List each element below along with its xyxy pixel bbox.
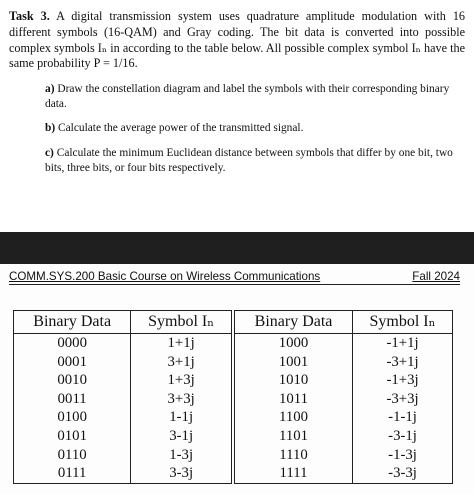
question-a-label: a) bbox=[45, 83, 55, 95]
table-cell: -3-1j bbox=[353, 427, 453, 446]
question-b-label: b) bbox=[45, 122, 56, 134]
table-row bbox=[14, 334, 453, 353]
question-a-text: Draw the constellation diagram and label the symbols with their corresponding binary data. bbox=[45, 83, 450, 111]
table-cell: 0011 bbox=[14, 390, 131, 409]
table-row bbox=[14, 371, 453, 390]
question-c bbox=[45, 146, 465, 176]
table-cell: 1+1j bbox=[131, 334, 233, 353]
table-cell: 0001 bbox=[14, 353, 131, 372]
column-header: Binary Data bbox=[233, 311, 353, 334]
header-rule bbox=[9, 284, 460, 285]
table-cell: 3+3j bbox=[131, 390, 233, 409]
question-c-label: c) bbox=[45, 147, 54, 159]
table-cell: 1000 bbox=[233, 334, 353, 353]
table-cell: -1-1j bbox=[353, 408, 453, 427]
table-cell: 0010 bbox=[14, 371, 131, 390]
table-cell: -1-3j bbox=[353, 446, 453, 465]
table-header-row bbox=[14, 311, 453, 334]
column-header: Binary Data bbox=[14, 311, 131, 334]
table-cell: 1011 bbox=[233, 390, 353, 409]
question-b-text: Calculate the average power of the transmitted signal. bbox=[58, 122, 304, 134]
table-row bbox=[14, 408, 453, 427]
table-cell: 1100 bbox=[233, 408, 353, 427]
table-cell: 1111 bbox=[233, 464, 353, 483]
table-cell: -1+3j bbox=[353, 371, 453, 390]
table-row bbox=[14, 446, 453, 465]
question-a bbox=[45, 82, 465, 112]
question-c-text: Calculate the minimum Euclidean distance between symbols that differ by one bit, two bits, three bits, or four bits respectively. bbox=[45, 147, 453, 175]
table-cell: 1+3j bbox=[131, 371, 233, 390]
table-cell: 0000 bbox=[14, 334, 131, 353]
question-b bbox=[45, 121, 465, 136]
table-cell: -3-3j bbox=[353, 464, 453, 483]
column-header: Symbol Iₙ bbox=[353, 311, 453, 334]
table-cell: 1110 bbox=[233, 446, 353, 465]
table-row bbox=[14, 353, 453, 372]
table-cell: -3+3j bbox=[353, 390, 453, 409]
table-cell: 0111 bbox=[14, 464, 131, 483]
table-cell: 3+1j bbox=[131, 353, 233, 372]
table-cell: 0101 bbox=[14, 427, 131, 446]
column-header: Symbol Iₙ bbox=[131, 311, 233, 334]
table-row bbox=[14, 390, 453, 409]
task-section bbox=[0, 0, 474, 232]
page-separator-band bbox=[0, 232, 474, 264]
table-cell: 1010 bbox=[233, 371, 353, 390]
table-cell: 3-3j bbox=[131, 464, 233, 483]
course-term: Fall 2024 bbox=[412, 270, 460, 283]
table-row bbox=[14, 427, 453, 446]
task-text: A digital transmission system uses quadrature amplitude modulation with 16 different symbols (16-QAM) and Gray coding. The bit data is converted into possible complex symbols Iₙ in according to the table below. All possible complex symbol Iₙ have the same probability P = 1/16. bbox=[9, 9, 465, 71]
task-label: Task 3. bbox=[9, 9, 50, 23]
table-row bbox=[14, 464, 453, 483]
symbol-mapping-table bbox=[13, 310, 453, 484]
table-cell: 3-1j bbox=[131, 427, 233, 446]
table-cell: 1001 bbox=[233, 353, 353, 372]
table-cell: 0100 bbox=[14, 408, 131, 427]
table-cell: -1+1j bbox=[353, 334, 453, 353]
table-cell: 1-1j bbox=[131, 408, 233, 427]
table-cell: -3+1j bbox=[353, 353, 453, 372]
course-title: COMM.SYS.200 Basic Course on Wireless Communications bbox=[9, 270, 321, 283]
table-cell: 1-3j bbox=[131, 446, 233, 465]
task-intro bbox=[9, 9, 465, 72]
table-cell: 1101 bbox=[233, 427, 353, 446]
table-cell: 0110 bbox=[14, 446, 131, 465]
